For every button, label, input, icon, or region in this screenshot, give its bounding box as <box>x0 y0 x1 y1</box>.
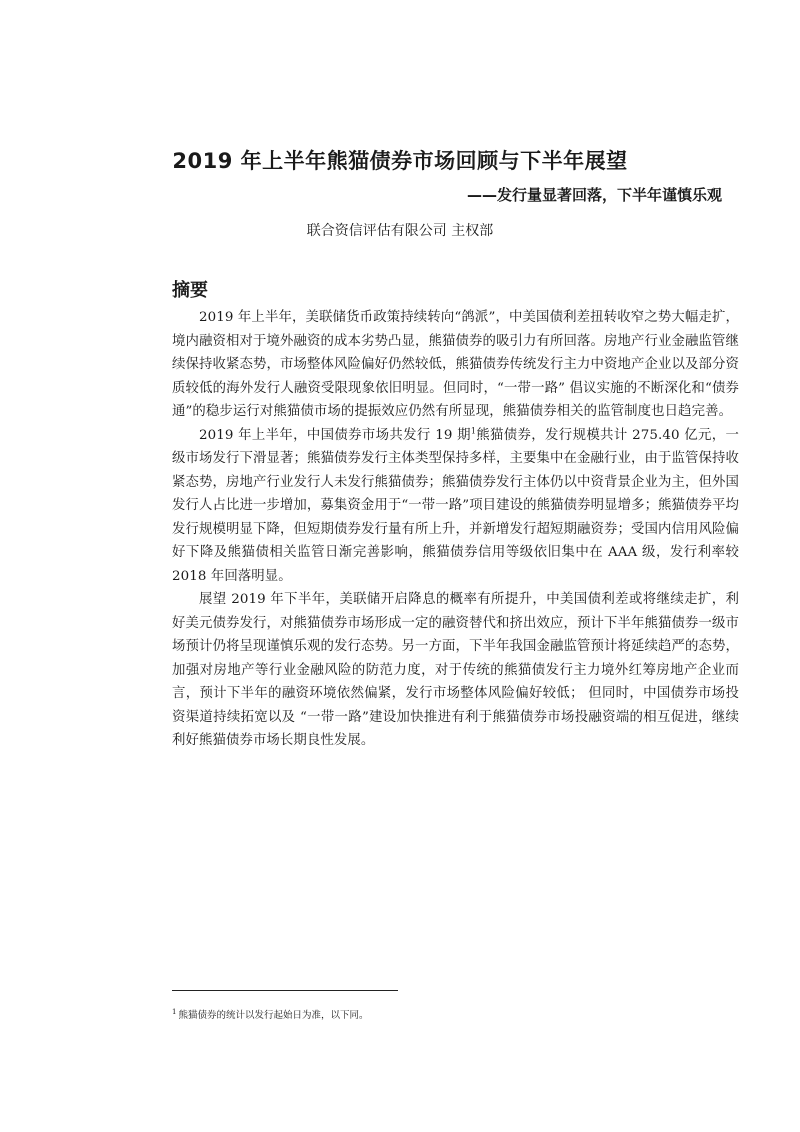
footnote-text: 熊猫债券的统计以发行起始日为准，以下同。 <box>178 1010 369 1021</box>
abstract-paragraph-2 <box>172 424 739 589</box>
document-subtitle: ——发行量显著回落，下半年谨慎乐观 <box>466 186 722 204</box>
abstract-paragraph-3: 展望 2019 年下半年，美联储开启降息的概率有所提升，中美国债利差或将继续走扩，利好美元债券发行，对熊猫债券市场形成一定的融资替代和挤出效应，预计下半年熊猫债券一级市场预计仍将呈现谨慎乐观的发行态势。另一方面，下半年我国金融监管预计将延续趋严的态势，加强对房地产等行业金融风险的防范力度，对于传统的熊猫债发行主力境外红筹房地产企业而言，预计下半年的融资环境依然偏紧，发行市场整体风险偏好较低； 但同时，中国债券市场投资渠道持续拓宽以及 “一带一路”建设加快推进有利于熊猫债券市场投融资端的相互促进，继续利好熊猫债券市场长期良性发展。 <box>172 592 739 748</box>
abstract-body <box>172 306 739 753</box>
paragraph-2-lead: 2019 年上半年，中国债券市场共发行 19 期 <box>199 427 471 443</box>
abstract-heading: 摘要 <box>172 280 208 301</box>
paragraph-2-rest: 熊猫债券，发行规模共计 275.40 亿元，一级市场发行下滑显著；熊猫债券发行主体类型保持多样，主要集中在金融行业，由于监管保持收紧态势，房地产行业发行人未发行熊猫债券；熊猫债券发行主体仍以中资背景企业为主，但外国发行人占比进一步增加，募集资金用于“一带一路”项目建设的熊猫债券明显增多；熊猫债券平均发行规模明显下降，但短期债券发行量有所上升，并新增发行超短期融资券；受国内信用风险偏好下降及熊猫债相关监管日渐完善影响，熊猫债券信用等级依旧集中在 AAA 级，发行利率较 2018 年回落明显。 <box>172 427 740 584</box>
abstract-paragraph-1: 2019 年上半年，美联储货币政策持续转向“鸽派”，中美国债利差扭转收窄之势大幅走扩，境内融资相对于境外融资的成本劣势凸显，熊猫债券的吸引力有所回落。房地产行业金融监管继续保持收紧态势，市场整体风险偏好仍然较低，熊猫债券传统发行主力中资地产企业以及部分资质较低的海外发行人融资受限现象依旧明显。但同时，“一带一路” 倡议实施的不断深化和“债券通”的稳步运行对熊猫债市场的提振效应仍然有所显现，熊猫债券相关的监管制度也日趋完善。 <box>172 310 739 419</box>
footnote-divider <box>172 990 398 991</box>
footnote-reference: 1 <box>470 426 477 436</box>
document-author: 联合资信评估有限公司 主权部 <box>306 223 494 239</box>
footnote-marker: 1 <box>172 1007 177 1016</box>
document-title: 2019 年上半年熊猫债券市场回顾与下半年展望 <box>172 149 628 173</box>
footnote <box>172 1007 368 1021</box>
